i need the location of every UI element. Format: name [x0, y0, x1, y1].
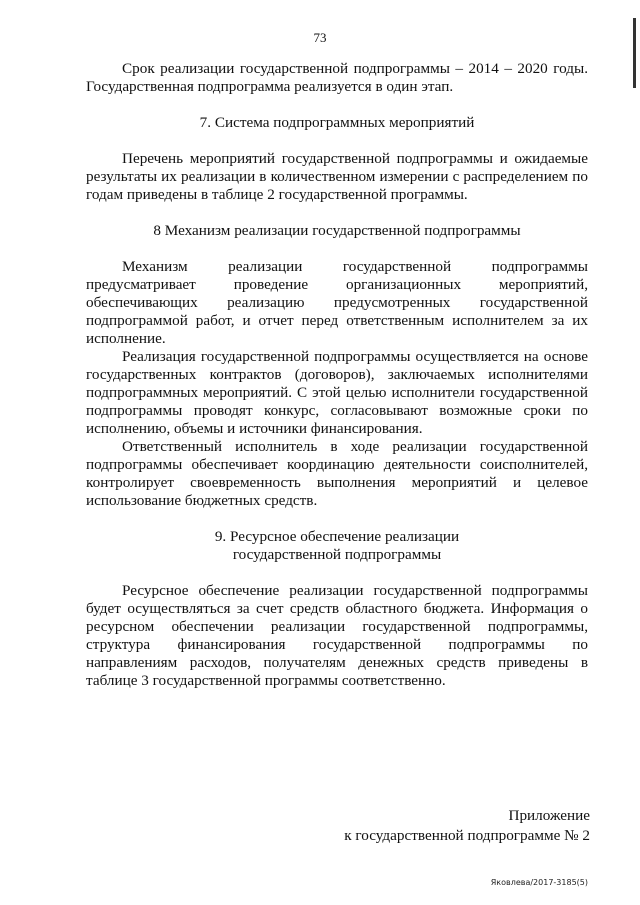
section-8-paragraph-1: Механизм реализации государственной подпрограммы предусматривает проведение организационных мероприятий, обеспечивающих реализацию предусмотренных государственной подпрограммой работ, и отчет перед ответственным исполнителем за их исполнение.: [86, 258, 588, 347]
document-stamp: Яковлева/2017-3185(5): [490, 878, 588, 887]
section-9-heading-line-2: государственной подпрограммы: [232, 546, 442, 563]
section-8-heading: 8 Механизм реализации государственной подпрограммы: [153, 222, 521, 239]
section-7-heading: 7. Система подпрограммных мероприятий: [199, 114, 475, 131]
appendix-caption: [344, 806, 590, 846]
appendix-line-2: к государственной подпрограмме № 2: [344, 827, 590, 844]
page-number: 73: [313, 30, 327, 45]
document-body: [86, 60, 588, 690]
section-8-paragraph-2: Реализация государственной подпрограммы осуществляется на основе государственных контрактов (договоров), заключаемых исполнителями подпрограммных мероприятий. С этой целью исполнители государственной подпрограммы проводят конкурс, согласовывают возможные сроки по исполнению, объемы и источники финансирования.: [86, 348, 588, 437]
section-8-paragraph-3: Ответственный исполнитель в ходе реализации государственной подпрограммы обеспечивает координацию деятельности соисполнителей, контролирует своевременность выполнения мероприятий и целевое использование бюджетных средств.: [86, 438, 588, 509]
section-9-text: Ресурсное обеспечение реализации государственной подпрограммы будет осуществляться за счет средств областного бюджета. Информация о ресурсном обеспечении реализации государственной подпрограммы, структура финансирования государственной подпрограммы по направлениям расходов, получателям денежных средств приведены в таблице 3 государственной программы соответственно.: [86, 582, 588, 689]
implementation-period-paragraph: Срок реализации государственной подпрограммы – 2014 – 2020 годы. Государственная подпрограмма реализуется в один этап.: [86, 60, 588, 95]
section-7-text: Перечень мероприятий государственной подпрограммы и ожидаемые результаты их реализации в количественном измерении с распределением по годам приведены в таблице 2 государственной программы.: [86, 150, 588, 203]
section-9-heading-line-1: 9. Ресурсное обеспечение реализации: [214, 528, 460, 545]
scan-edge-mark: [633, 18, 636, 88]
appendix-line-1: Приложение: [508, 807, 590, 824]
